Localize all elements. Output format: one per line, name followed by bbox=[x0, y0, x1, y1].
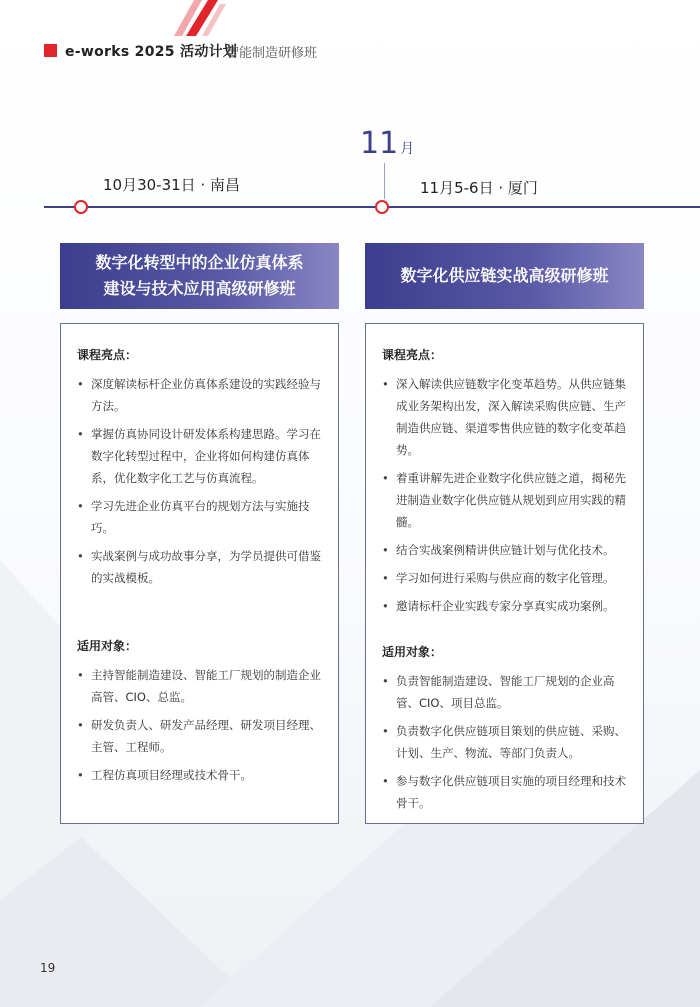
header-subtitle: 智能制造研修班 bbox=[226, 46, 318, 61]
list-item: • 深度解读标杆企业仿真体系建设的实践经验与方法。 bbox=[77, 373, 322, 417]
audience-list bbox=[77, 664, 322, 786]
page-number: 19 bbox=[40, 961, 56, 975]
highlights-heading: 课程亮点： bbox=[382, 348, 443, 362]
month-number: 11 bbox=[360, 126, 399, 161]
list-item: • 实战案例与成功故事分享，为学员提供可借鉴的实战模板。 bbox=[77, 545, 322, 589]
list-item: • 负责智能制造建设、智能工厂规划的企业高管、CIO、项目总监。 bbox=[382, 670, 627, 714]
highlights-heading: 课程亮点： bbox=[77, 348, 138, 362]
list-item: • 邀请标杆企业实践专家分享真实成功案例。 bbox=[382, 595, 627, 617]
timeline-dot-2 bbox=[375, 200, 389, 214]
audience-list bbox=[382, 670, 627, 814]
highlights-list bbox=[382, 373, 627, 617]
course-title-1 bbox=[60, 243, 339, 309]
header-stripe-decoration bbox=[160, 0, 240, 36]
list-item: • 学习先进企业仿真平台的规划方法与实施技巧。 bbox=[77, 495, 322, 539]
list-item: • 负责数字化供应链项目策划的供应链、采购、计划、生产、物流、等部门负责人。 bbox=[382, 720, 627, 764]
list-item: • 结合实战案例精讲供应链计划与优化技术。 bbox=[382, 539, 627, 561]
brand-square-icon bbox=[44, 44, 57, 57]
month-tick-line bbox=[384, 163, 385, 199]
list-item: • 参与数字化供应链项目实施的项目经理和技术骨干。 bbox=[382, 770, 627, 814]
course-title-1-line2: 建设与技术应用高级研修班 bbox=[103, 279, 296, 298]
highlights-list bbox=[77, 373, 322, 589]
list-item: • 研发负责人、研发产品经理、研发项目经理、主管、工程师。 bbox=[77, 714, 322, 758]
audience-heading: 适用对象： bbox=[77, 639, 138, 653]
timeline-dot-1 bbox=[74, 200, 88, 214]
header-brand: e-works 2025 活动计划 bbox=[65, 44, 238, 60]
list-item: • 着重讲解先进企业数字化供应链之道，揭秘先进制造业数字化供应链从规划到应用实践的精髓。 bbox=[382, 467, 627, 533]
event-date-2: 11月5-6日 · 厦门 bbox=[420, 179, 538, 197]
course-panel-2 bbox=[365, 323, 644, 824]
course-panel-1 bbox=[60, 323, 339, 824]
course-title-2 bbox=[365, 243, 644, 309]
list-item: • 掌握仿真协同设计研发体系构建思路。学习在数字化转型过程中，企业将如何构建仿真体系，优化数字化工艺与仿真流程。 bbox=[77, 423, 322, 489]
list-item: • 工程仿真项目经理或技术骨干。 bbox=[77, 764, 322, 786]
month-label bbox=[360, 126, 414, 161]
timeline-line bbox=[44, 206, 700, 208]
list-item: • 深入解读供应链数字化变革趋势。从供应链集成业务架构出发，深入解读采购供应链、生产制造供应链、渠道零售供应链的数字化变革趋势。 bbox=[382, 373, 627, 461]
course-title-1-line1: 数字化转型中的企业仿真体系 bbox=[95, 253, 304, 272]
audience-heading: 适用对象： bbox=[382, 645, 443, 659]
month-unit: 月 bbox=[400, 141, 415, 157]
event-date-1: 10月30-31日 · 南昌 bbox=[103, 176, 240, 194]
course-title-2-line1: 数字化供应链实战高级研修班 bbox=[400, 266, 609, 285]
list-item: • 学习如何进行采购与供应商的数字化管理。 bbox=[382, 567, 627, 589]
list-item: • 主持智能制造建设、智能工厂规划的制造企业高管、CIO、总监。 bbox=[77, 664, 322, 708]
